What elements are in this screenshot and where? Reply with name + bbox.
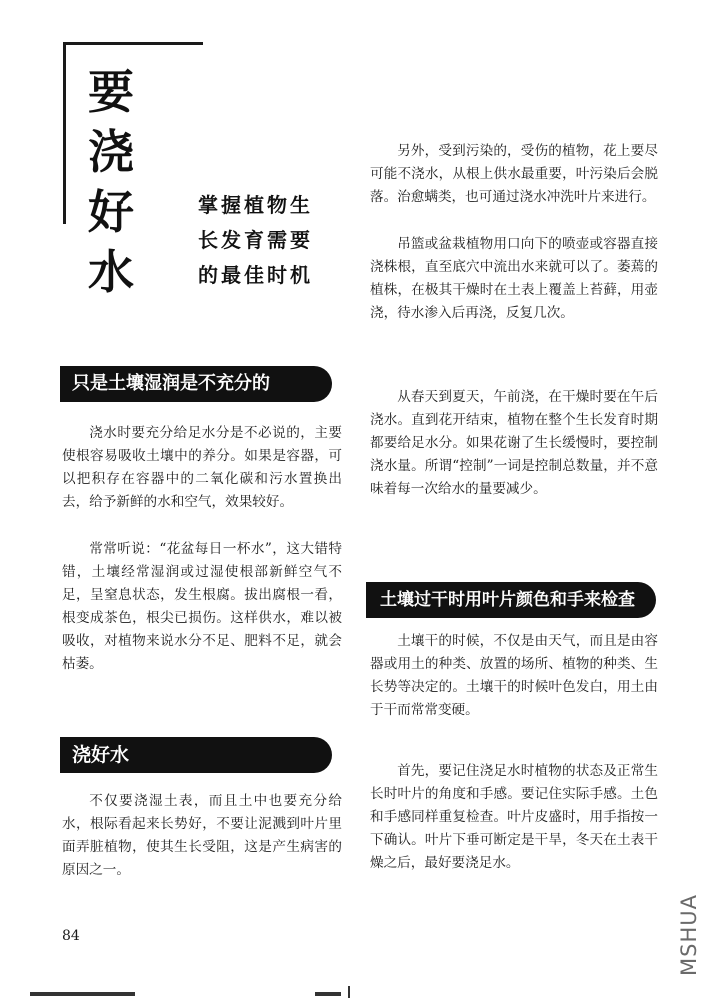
page-subtitle	[198, 188, 338, 293]
section-heading-soil-moist: 只是土壤湿润是不充分的	[60, 366, 332, 402]
paragraph: 不仅要浇湿土表，而且土中也要充分给水，根际看起来长势好，不要让泥溅到叶片里面弄脏植物，使其生长受阻，这是产生病害的原因之一。	[62, 793, 342, 878]
paragraph: 浇水时要充分给足水分是不必说的，主要使根容易吸收土壤中的养分。如果是容器，可以把积存在容器中的二氧化碳和污水置换出去，给予新鲜的水和空气，效果较好。	[62, 425, 342, 510]
title-bracket-left	[63, 42, 66, 224]
paragraph: 常常听说：“花盆每日一杯水”，这大错特错，土壤经常湿润或过湿使根部新鲜空气不足，呈窒息状态，发生根腐。拔出腐根一看，根变成茶色，根尖已损伤。这样供水，难以被吸收，对植物来说水分不足、肥料不足，就会枯萎。	[62, 541, 342, 672]
footer-rule	[30, 992, 135, 996]
watermark-text: MSHUA	[677, 894, 701, 976]
footer-rule	[348, 986, 350, 998]
paragraph: 土壤干的时候，不仅是由天气，而且是由容器或用土的种类、放置的场所、植物的种类、生长势等决定的。土壤干的时候叶色发白，用土由于干而常常变硬。	[370, 633, 658, 718]
footer-rule	[315, 992, 341, 996]
paragraph: 另外，受到污染的，受伤的植物，花上要尽可能不浇水，从根上供水最重要，叶污染后会脱落。治愈螨类，也可通过浇水冲洗叶片来进行。	[370, 143, 658, 205]
subtitle-line: 掌握植物生	[198, 193, 313, 217]
section-heading-soil-dry: 土壤过干时用叶片颜色和手来检查	[366, 582, 656, 618]
subtitle-line: 长发育需要	[198, 228, 313, 252]
section-heading-water-well: 浇好水	[60, 737, 332, 773]
page-title	[88, 62, 148, 302]
title-char: 水	[88, 245, 134, 299]
title-char: 要	[88, 65, 134, 119]
watermark	[676, 885, 702, 985]
subtitle-line: 的最佳时机	[198, 263, 313, 287]
title-char: 好	[88, 185, 134, 239]
paragraph: 首先，要记住浇足水时植物的状态及正常生长时叶片的角度和手感。要记住实际手感。土色和手感同样重复检查。叶片皮盛时，用手指按一下确认。叶片下垂可断定是干旱，冬天在土表干燥之后，最好要浇足水。	[370, 763, 658, 871]
title-bracket-top	[63, 42, 203, 45]
page-number: 84	[62, 928, 80, 944]
paragraph: 吊篮或盆栽植物用口向下的喷壶或容器直接浇株根，直至底穴中流出水来就可以了。萎蔫的植株，在极其干燥时在土表上覆盖上苔藓，用壶浇，待水渗入后再浇，反复几次。	[370, 236, 658, 321]
paragraph: 从春天到夏天，午前浇，在干燥时要在午后浇水。直到花开结束，植物在整个生长发育时期都要给足水分。如果花谢了生长缓慢时，要控制浇水量。所谓“控制”一词是控制总数量，并不意味着每一次给水的量要减少。	[370, 389, 658, 497]
title-char: 浇	[88, 125, 134, 179]
